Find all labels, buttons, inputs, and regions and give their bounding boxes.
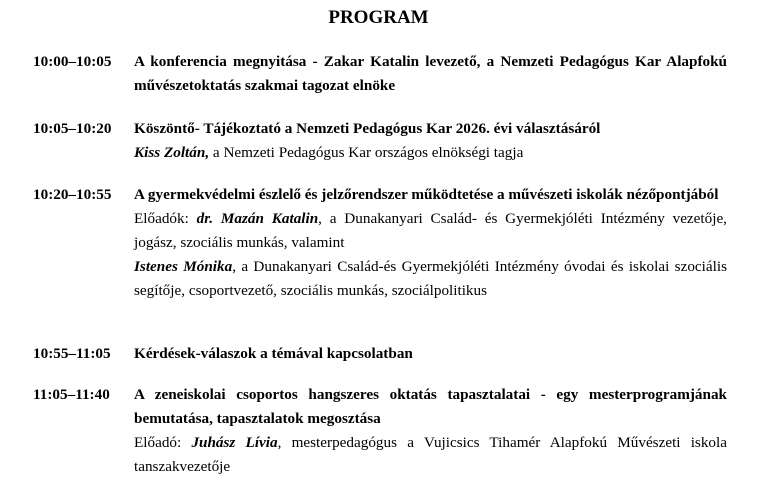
program-entry: [33, 383, 727, 479]
entry-speaker: [134, 255, 727, 303]
entry-heading: Köszöntő- Tájékoztató a Nemzeti Pedagógus Kar 2026. évi választásáról: [134, 120, 601, 137]
entry-speaker: [134, 141, 727, 165]
entry-speaker: [134, 207, 727, 255]
entry-body: [134, 383, 727, 479]
speaker-name: Kiss Zoltán,: [134, 144, 210, 161]
entry-time: 10:20–10:55: [33, 186, 112, 203]
page-title: PROGRAM: [328, 7, 429, 28]
entry-time: 10:00–10:05: [33, 53, 112, 70]
program-entry: [33, 117, 727, 165]
entry-body: [134, 117, 727, 165]
entry-time: 10:55–11:05: [33, 345, 111, 362]
speaker-role: , a Dunakanyari Család-és Gyermekjóléti Intézmény óvodai és iskolai szociális segítője, csoportvezető, szociális munkás, szociálpolitikus: [134, 258, 727, 299]
program-entry: [33, 50, 727, 98]
entry-heading: A zeneiskolai csoportos hangszeres oktatás tapasztalatai - egy mesterprogramjának bemutatása, tapasztalatok megosztása: [134, 386, 727, 427]
program-entry: [33, 183, 727, 303]
speaker-name: dr. Mazán Katalin: [196, 210, 319, 227]
presenter-label: Előadó:: [134, 434, 192, 451]
speaker-role: a Nemzeti Pedagógus Kar országos elnökségi tagja: [209, 144, 524, 161]
presenters-label: Előadók:: [134, 210, 197, 227]
entry-body: [134, 342, 727, 366]
entry-speaker: [134, 431, 727, 479]
speaker-name: Juhász Lívia: [191, 434, 278, 451]
entry-body: [134, 50, 727, 98]
entry-time: 10:05–10:20: [33, 120, 112, 137]
program-entry: [33, 342, 727, 366]
entry-time: 11:05–11:40: [33, 386, 110, 403]
speaker-role: , mesterpedagógus a Vujicsics Tihamér Alapfokú Művészeti iskola tanszakvezetője: [134, 434, 727, 475]
speaker-role: , a Dunakanyari Család- és Gyermekjóléti Intézmény vezetője, jogász, szociális munkás, valamint: [134, 210, 727, 251]
entry-heading: A konferencia megnyitása - Zakar Katalin levezető, a Nemzeti Pedagógus Kar Alapfokú művészetoktatás szakmai tagozat elnöke: [134, 53, 727, 94]
speaker-name: Istenes Mónika: [134, 258, 233, 275]
entry-body: [134, 183, 727, 303]
entry-heading: A gyermekvédelmi észlelő és jelzőrendszer működtetése a művészeti iskolák nézőpontjából: [134, 186, 719, 203]
entry-heading: Kérdések-válaszok a témával kapcsolatban: [134, 345, 413, 362]
